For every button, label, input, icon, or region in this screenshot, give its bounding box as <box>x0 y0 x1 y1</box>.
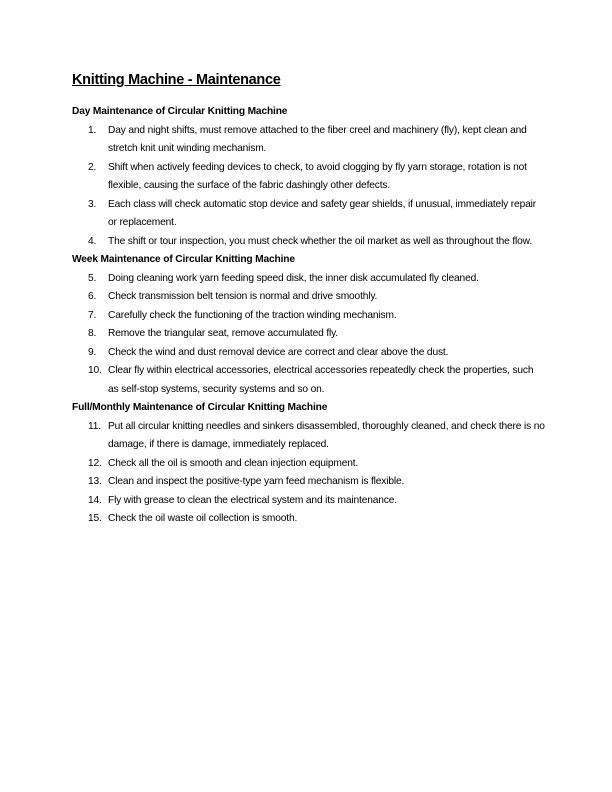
list-item <box>72 473 546 492</box>
item-number: 2. <box>88 161 97 173</box>
item-number: 13. <box>88 476 102 487</box>
maintenance-list <box>72 270 546 400</box>
item-text: Clear fly within electrical accessories, electrical accessories repeatedly check the properties, such as self-stop systems, security systems and so on. <box>108 365 534 395</box>
list-item <box>72 159 546 196</box>
item-text: Doing cleaning work yarn feeding speed disk, the inner disk accumulated fly cleaned. <box>108 272 479 284</box>
section-week-maintenance <box>72 251 546 399</box>
item-text: Carefully check the functioning of the traction winding mechanism. <box>108 309 397 321</box>
list-item <box>72 196 546 233</box>
list-item <box>72 510 546 529</box>
item-number: 9. <box>88 346 97 358</box>
item-number: 3. <box>88 198 97 210</box>
maintenance-list <box>72 418 546 529</box>
list-item <box>72 122 546 159</box>
item-number: 1. <box>88 124 97 136</box>
item-number: 8. <box>88 328 97 339</box>
list-item <box>72 270 546 289</box>
item-text: Day and night shifts, must remove attached to the fiber creel and machinery (fly), kept clean and stretch knit unit winding mechanism. <box>108 124 527 154</box>
item-number: 12. <box>88 457 102 469</box>
list-item <box>72 325 546 344</box>
maintenance-list <box>72 122 546 252</box>
section-heading: Week Maintenance of Circular Knitting Machine <box>72 254 295 265</box>
section-day-maintenance <box>72 103 546 251</box>
list-item <box>72 233 546 252</box>
item-text: Check transmission belt tension is normal and drive smoothly. <box>108 291 378 302</box>
list-item <box>72 307 546 326</box>
item-number: 5. <box>88 272 97 284</box>
section-heading: Full/Monthly Maintenance of Circular Knitting Machine <box>72 402 328 413</box>
item-number: 7. <box>88 309 97 321</box>
item-text: Each class will check automatic stop device and safety gear shields, if unusual, immediately repair or replacement. <box>108 198 536 228</box>
item-number: 6. <box>88 291 97 302</box>
item-text: The shift or tour inspection, you must check whether the oil market as well as throughout the flow. <box>108 235 532 247</box>
item-text: Clean and inspect the positive-type yarn feed mechanism is flexible. <box>108 476 405 487</box>
item-number: 14. <box>88 494 102 506</box>
item-text: Check all the oil is smooth and clean injection equipment. <box>108 457 359 469</box>
list-item <box>72 344 546 363</box>
list-item <box>72 362 546 399</box>
item-text: Check the wind and dust removal device are correct and clear above the dust. <box>108 346 449 358</box>
list-item <box>72 418 546 455</box>
item-text: Put all circular knitting needles and sinkers disassembled, thoroughly cleaned, and check there is no damage, if there is damage, immediately replaced. <box>108 420 545 450</box>
item-text: Remove the triangular seat, remove accumulated fly. <box>108 328 338 339</box>
list-item <box>72 492 546 511</box>
item-text: Shift when actively feeding devices to check, to avoid clogging by fly yarn storage, rotation is not flexible, causing the surface of the fabric dashingly other defects. <box>108 161 527 191</box>
document-title: Knitting Machine - Maintenance <box>72 72 281 88</box>
document-body <box>72 103 546 529</box>
list-item <box>72 455 546 474</box>
item-text: Fly with grease to clean the electrical system and its maintenance. <box>108 494 397 506</box>
section-monthly-maintenance <box>72 399 546 529</box>
item-number: 4. <box>88 235 97 247</box>
item-number: 15. <box>88 513 102 524</box>
list-item <box>72 288 546 307</box>
section-heading: Day Maintenance of Circular Knitting Machine <box>72 106 288 117</box>
item-text: Check the oil waste oil collection is smooth. <box>108 513 298 524</box>
item-number: 11. <box>88 420 101 432</box>
item-number: 10. <box>88 365 102 376</box>
